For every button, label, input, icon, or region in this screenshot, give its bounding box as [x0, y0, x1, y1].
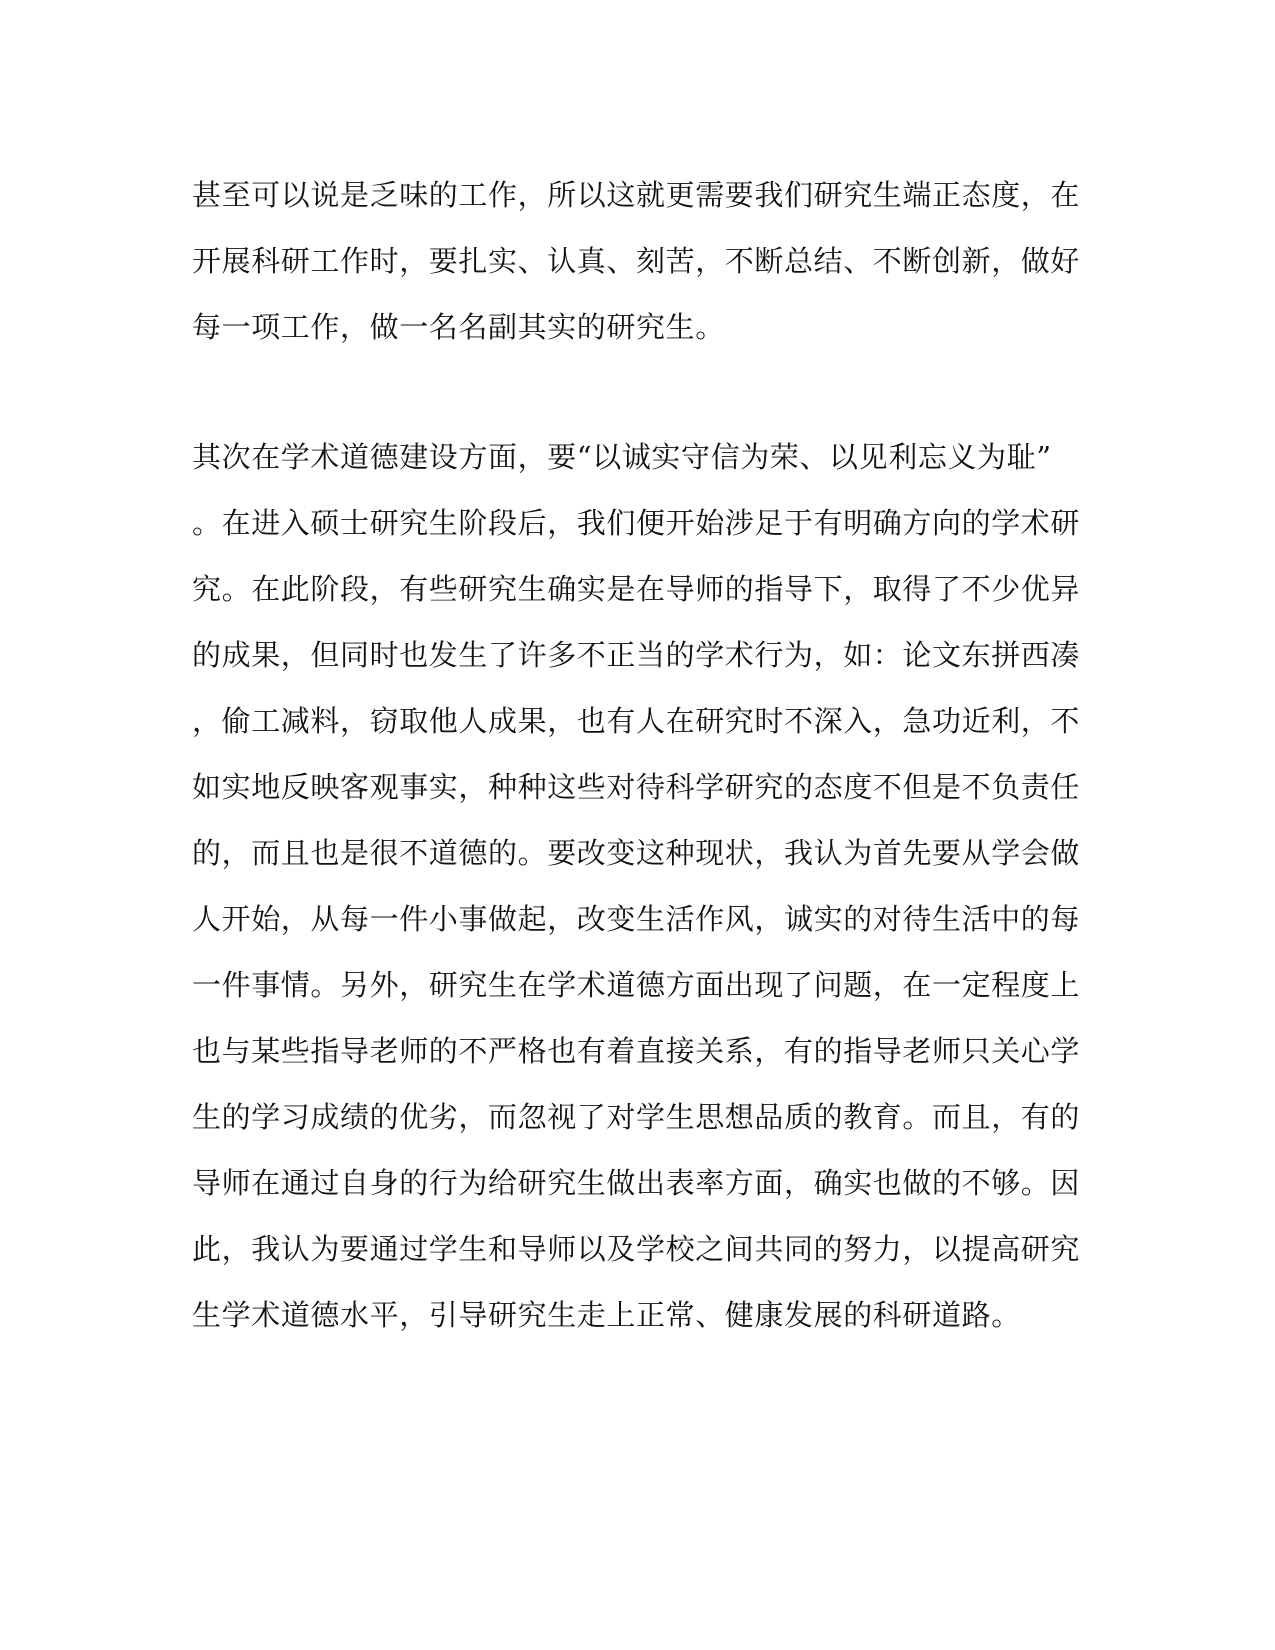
text-line: 的成果，但同时也发生了许多不正当的学术行为，如：论文东拼西凑 — [192, 638, 1081, 672]
text-line: 导师在通过自身的行为给研究生做出表率方面，确实也做的不够。因 — [192, 1166, 1081, 1200]
text-line: 生学术道德水平，引导研究生走上正常、健康发展的科研道路。 — [192, 1298, 1021, 1332]
text-line: 如实地反映客观事实，种种这些对待科学研究的态度不但是不负责任 — [192, 770, 1081, 804]
paragraph-2 — [192, 424, 1092, 1348]
text-line: 开展科研工作时，要扎实、认真、刻苦，不断总结、不断创新，做好 — [192, 244, 1081, 278]
text-line: 人开始，从每一件小事做起，改变生活作风，诚实的对待生活中的每 — [192, 902, 1081, 936]
text-line: 。在进入硕士研究生阶段后，我们便开始涉足于有明确方向的学术研 — [192, 506, 1081, 540]
paragraph-1 — [192, 162, 1092, 360]
text-line: 的，而且也是很不道德的。要改变这种现状，我认为首先要从学会做 — [192, 836, 1081, 870]
text-line: 一件事情。另外，研究生在学术道德方面出现了问题，在一定程度上 — [192, 968, 1081, 1002]
text-line: 此，我认为要通过学生和导师以及学校之间共同的努力，以提高研究 — [192, 1232, 1081, 1266]
text-line: 甚至可以说是乏味的工作，所以这就更需要我们研究生端正态度，在 — [192, 178, 1081, 212]
text-line: 每一项工作，做一名名副其实的研究生。 — [192, 310, 725, 344]
text-line: 其次在学术道德建设方面，要“以诚实守信为荣、以见利忘义为耻” — [192, 440, 1052, 474]
text-line: 也与某些指导老师的不严格也有着直接关系，有的指导老师只关心学 — [192, 1034, 1081, 1068]
text-line: ，偷工减料，窃取他人成果，也有人在研究时不深入，急功近利，不 — [192, 704, 1081, 738]
text-line: 究。在此阶段，有些研究生确实是在导师的指导下，取得了不少优异 — [192, 572, 1081, 606]
text-line: 生的学习成绩的优劣，而忽视了对学生思想品质的教育。而且，有的 — [192, 1100, 1081, 1134]
